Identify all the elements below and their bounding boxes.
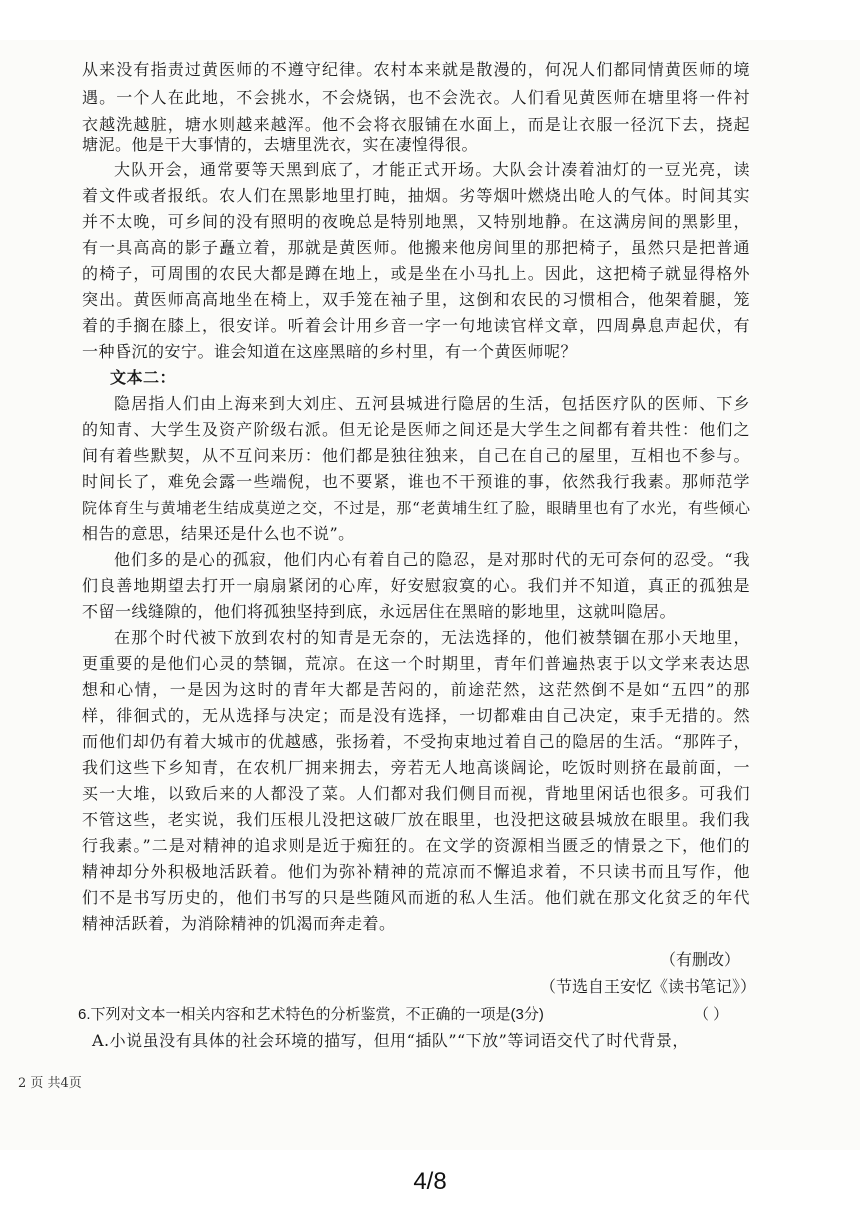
text2-line: 的知青、大学生及资产阶级右派。但无论是医师之间还是大学生之间都有着共性：他们之 bbox=[82, 420, 750, 439]
text1-line: 大队开会，通常要等天黑到底了，才能正式开场。大队会计凑着油灯的一豆光亮，读 bbox=[114, 160, 750, 179]
text1-line: 突出。黄医师高高地坐在椅上，双手笼在袖子里，这倒和农民的习惯相合，他架着腿，笼 bbox=[82, 290, 750, 309]
page-footer: 2 页 共4页 bbox=[18, 1076, 82, 1091]
text1-line: 从来没有指责过黄医师的不遵守纪律。农村本来就是散漫的，何况人们都同情黄医师的境 bbox=[82, 60, 750, 79]
text2-line: 院体育生与黄埔老生结成莫逆之交，不过是，那“老黄埔生红了脸，眼睛里也有了水光，有些倾心 bbox=[82, 499, 750, 517]
text2-line: 隐居指人们由上海来到大刘庄、五河县城进行隐居的生活，包括医疗队的医师、下乡 bbox=[114, 394, 750, 413]
text2-line: 更重要的是他们心灵的禁锢，荒凉。在这一个时期里，青年们普遍热衷于以文学来表达思 bbox=[82, 654, 750, 673]
text1-line: 遇。一个人在此地，不会挑水，不会烧锅，也不会洗衣。人们看见黄医师在塘里将一件衬 bbox=[82, 88, 750, 107]
text2-line: 相告的意思，结果还是什么也不说”。 bbox=[82, 524, 355, 543]
text2-line: 不管这些，老实说，我们压根儿没把这破厂放在眼里，也没把这破县城放在眼里。我们我 bbox=[82, 810, 750, 829]
text1-line: 塘泥。他是干大事情的，去塘里洗衣，实在凄惶得很。 bbox=[82, 135, 479, 154]
source-citation: （节选自王安忆《读书笔记》） bbox=[540, 977, 757, 996]
text1-line: 有一具高高的影子矗立着，那就是黄医师。他搬来他房间里的那把椅子，虽然只是把普通 bbox=[82, 238, 750, 257]
text1-line: 衣越洗越脏，塘水则越来越浑。他不会将衣服铺在水面上，而是让衣服一径沉下去，挠起 bbox=[82, 115, 750, 134]
text2-line: 行我素。”二是对精神的追求则是近于痴狂的。在文学的资源相当匮乏的情景之下，他们的 bbox=[82, 836, 750, 855]
text2-line: 不留一线缝隙的，他们将孤独坚持到底，永远居住在黑暗的影地里，这就叫隐居。 bbox=[82, 602, 677, 621]
answer-blank: （ ） bbox=[694, 1006, 729, 1023]
text1-line: 一种昏沉的安宁。谁会知道在这座黑暗的乡村里，有一个黄医师呢？ bbox=[82, 342, 578, 361]
text2-line: 而他们却仍有着大城市的优越感，张扬着，不受拘束地过着自己的隐居的生活。“那阵子， bbox=[82, 732, 750, 751]
page-indicator: 4/8 bbox=[413, 1168, 447, 1195]
text2-line: 想和心情，一是因为这时的青年大都是苦闷的，前途茫然，这茫然倒不是如“五四”的那 bbox=[82, 680, 750, 699]
text2-line: 们不是书写历史的，他们书写的只是些随风而逝的私人生活。他们就在那文化贫乏的年代 bbox=[82, 888, 750, 907]
text1-line: 着的手搁在膝上，很安详。听着会计用乡音一字一句地读官样文章，四周鼻息声起伏，有 bbox=[82, 316, 750, 335]
text2-line: 买一大堆，以致后来的人都没了菜。人们都对我们侧目而视，背地里闲话也很多。可我们 bbox=[82, 784, 750, 803]
text1-line: 并不太晚，可乡间的没有照明的夜晚总是特别地黑，又特别地静。在这满房间的黑影里， bbox=[82, 212, 750, 231]
text2-line: 样，徘徊式的，无从选择与决定；而是没有选择，一切都难由自己决定，束手无措的。然 bbox=[82, 706, 750, 725]
text2-line: 他们多的是心的孤寂，他们内心有着自己的隐忍，是对那时代的无可奈何的忍受。“我 bbox=[114, 550, 750, 569]
question-6: 6.下列对文本一相关内容和艺术特色的分析鉴赏，不正确的一项是(3分) bbox=[78, 1006, 544, 1023]
text2-line: 时间长了，难免会露一些端倪，也不要紧，谁也不干预谁的事，依然我行我素。那师范学 bbox=[82, 472, 750, 491]
text2-line: 在那个时代被下放到农村的知青是无奈的，无法选择的，他们被禁锢在那小天地里， bbox=[114, 628, 750, 647]
section-heading: 文本二： bbox=[110, 368, 177, 387]
option-a: A.小说虽没有具体的社会环境的描写，但用“插队”“下放”等词语交代了时代背景， bbox=[92, 1031, 689, 1050]
edit-note: （有删改） bbox=[660, 950, 741, 969]
text1-line: 着文件或者报纸。农人们在黑影地里打盹，抽烟。劣等烟叶燃烧出呛人的气体。时间其实 bbox=[82, 186, 750, 205]
text2-line: 我们这些下乡知青，在农机厂拥来拥去，旁若无人地高谈阔论，吃饭时则挤在最前面，一 bbox=[82, 758, 750, 777]
text2-line: 精神活跃着，为消除精神的饥渴而奔走着。 bbox=[82, 914, 396, 933]
text2-line: 间有着些默契，从不互问来历：他们都是独往独来，自己在自己的屋里，互相也不参与。 bbox=[82, 446, 750, 465]
text2-line: 精神却分外积极地活跃着。他们为弥补精神的荒凉而不懈追求着，不只读书而且写作，他 bbox=[82, 862, 750, 881]
text2-line: 们良善地期望去打开一扇扇紧闭的心库，好安慰寂寞的心。我们并不知道，真正的孤独是 bbox=[82, 576, 750, 595]
text1-line: 的椅子，可周围的农民大都是蹲在地上，或是坐在小马扎上。因此，这把椅子就显得格外 bbox=[82, 264, 750, 283]
